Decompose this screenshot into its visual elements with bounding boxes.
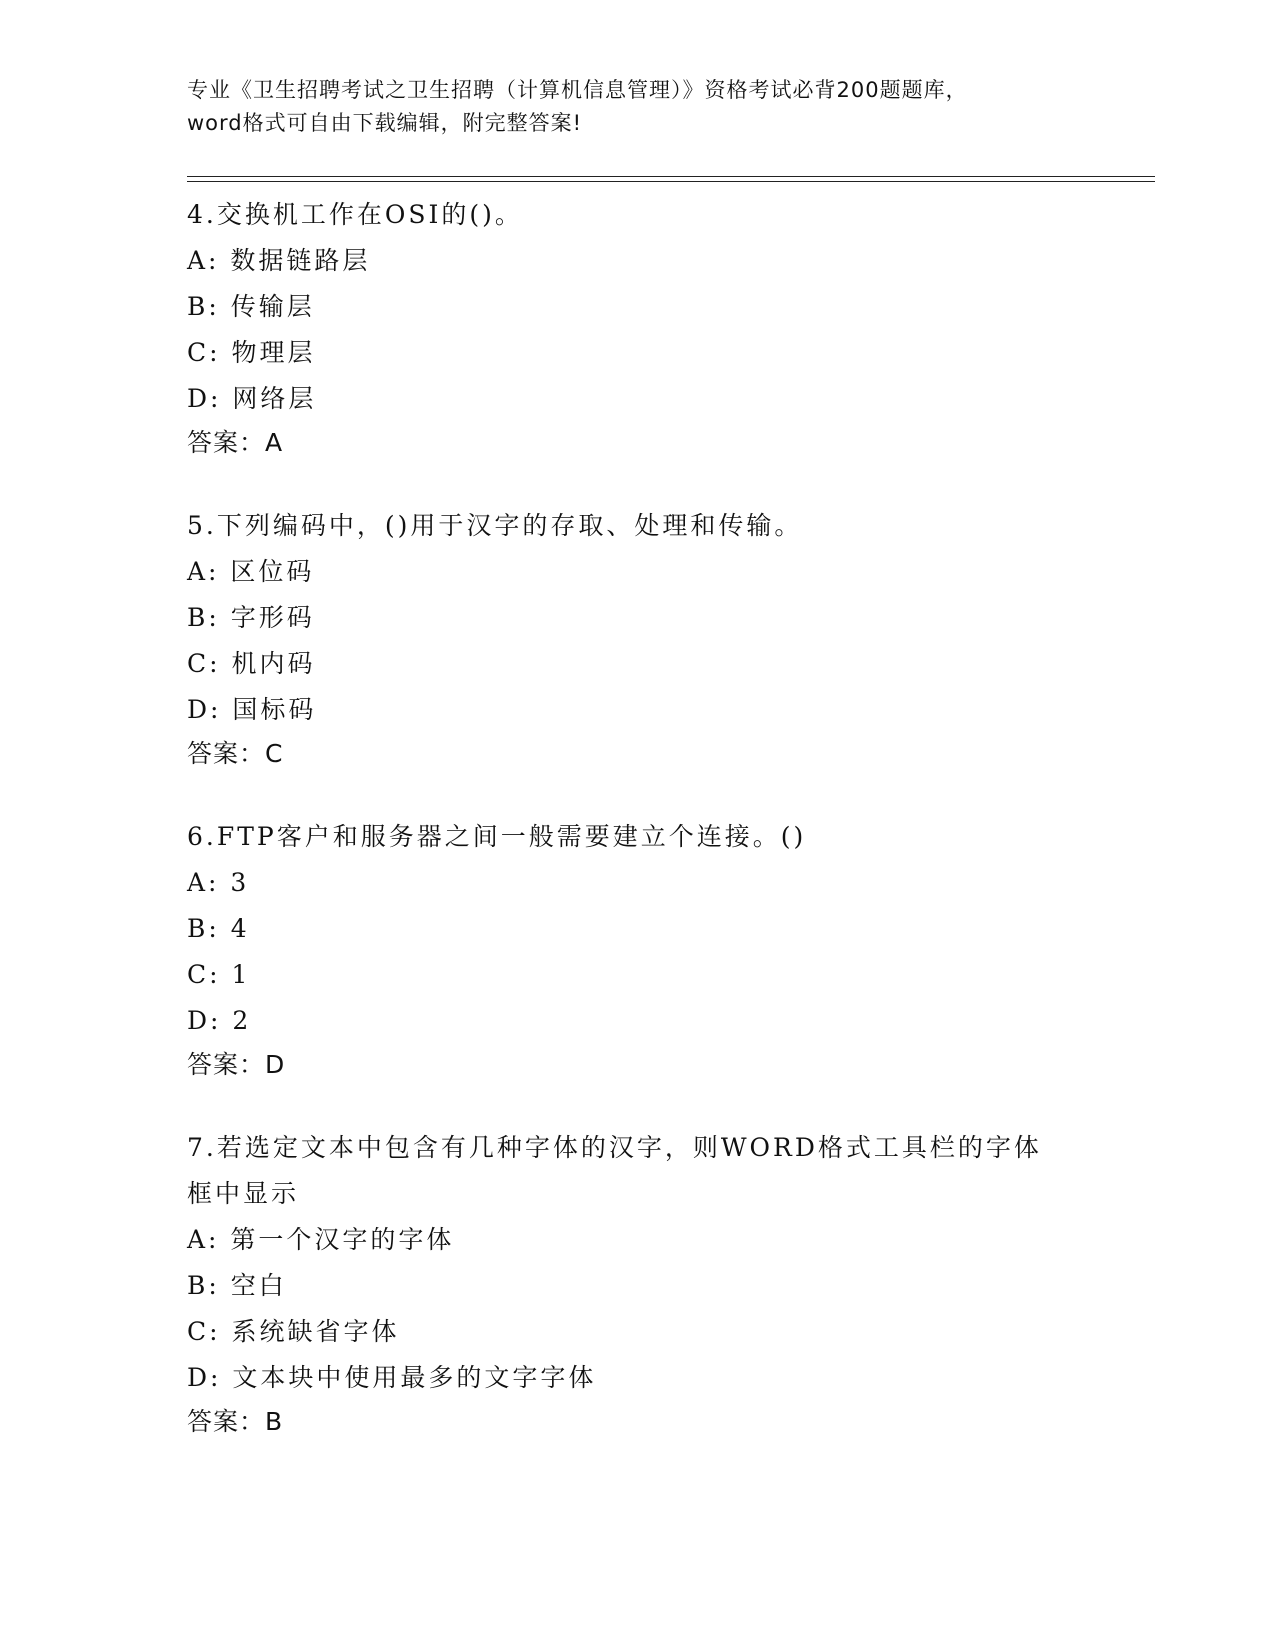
answer-line: 答案：B [187,1407,284,1436]
header-divider-top [187,176,1155,177]
question-4 [187,192,1187,466]
option-d: D: 国标码 [187,695,317,724]
question-stem: 6.FTP客户和服务器之间一般需要建立个连接。() [187,822,807,851]
option-a: A: 数据链路层 [187,246,371,275]
option-a: A: 区位码 [187,557,315,586]
option-c: C: 机内码 [187,649,316,678]
header-divider-bottom [187,181,1155,182]
header-title-line-2: word格式可自由下载编辑，附完整答案! [187,111,583,135]
question-6 [187,814,1187,1088]
option-b: B: 4 [187,914,250,943]
option-a: A: 3 [187,868,250,897]
option-c: C: 1 [187,960,251,989]
option-b: B: 字形码 [187,603,315,632]
option-c: C: 系统缺省字体 [187,1317,400,1346]
document-header [187,74,1087,140]
option-d: D: 2 [187,1006,252,1035]
option-c: C: 物理层 [187,338,316,367]
option-a: A: 第一个汉字的字体 [187,1225,455,1254]
header-title-line-1: 专业《卫生招聘考试之卫生招聘（计算机信息管理）》资格考试必背200题题库， [187,78,968,102]
question-stem: 5.下列编码中，()用于汉字的存取、处理和传输。 [187,511,803,540]
option-b: B: 传输层 [187,292,315,321]
question-stem: 7.若选定文本中包含有几种字体的汉字，则WORD格式工具栏的字体框中显示 [187,1133,1042,1208]
question-stem: 4.交换机工作在OSI的()。 [187,200,523,229]
answer-line: 答案：A [187,428,284,457]
question-list [187,192,1187,1482]
option-b: B: 空白 [187,1271,287,1300]
option-d: D: 文本块中使用最多的文字字体 [187,1363,597,1392]
question-5 [187,503,1187,777]
answer-line: 答案：D [187,1050,286,1079]
option-d: D: 网络层 [187,384,317,413]
question-7 [187,1125,1187,1445]
answer-line: 答案：C [187,739,284,768]
